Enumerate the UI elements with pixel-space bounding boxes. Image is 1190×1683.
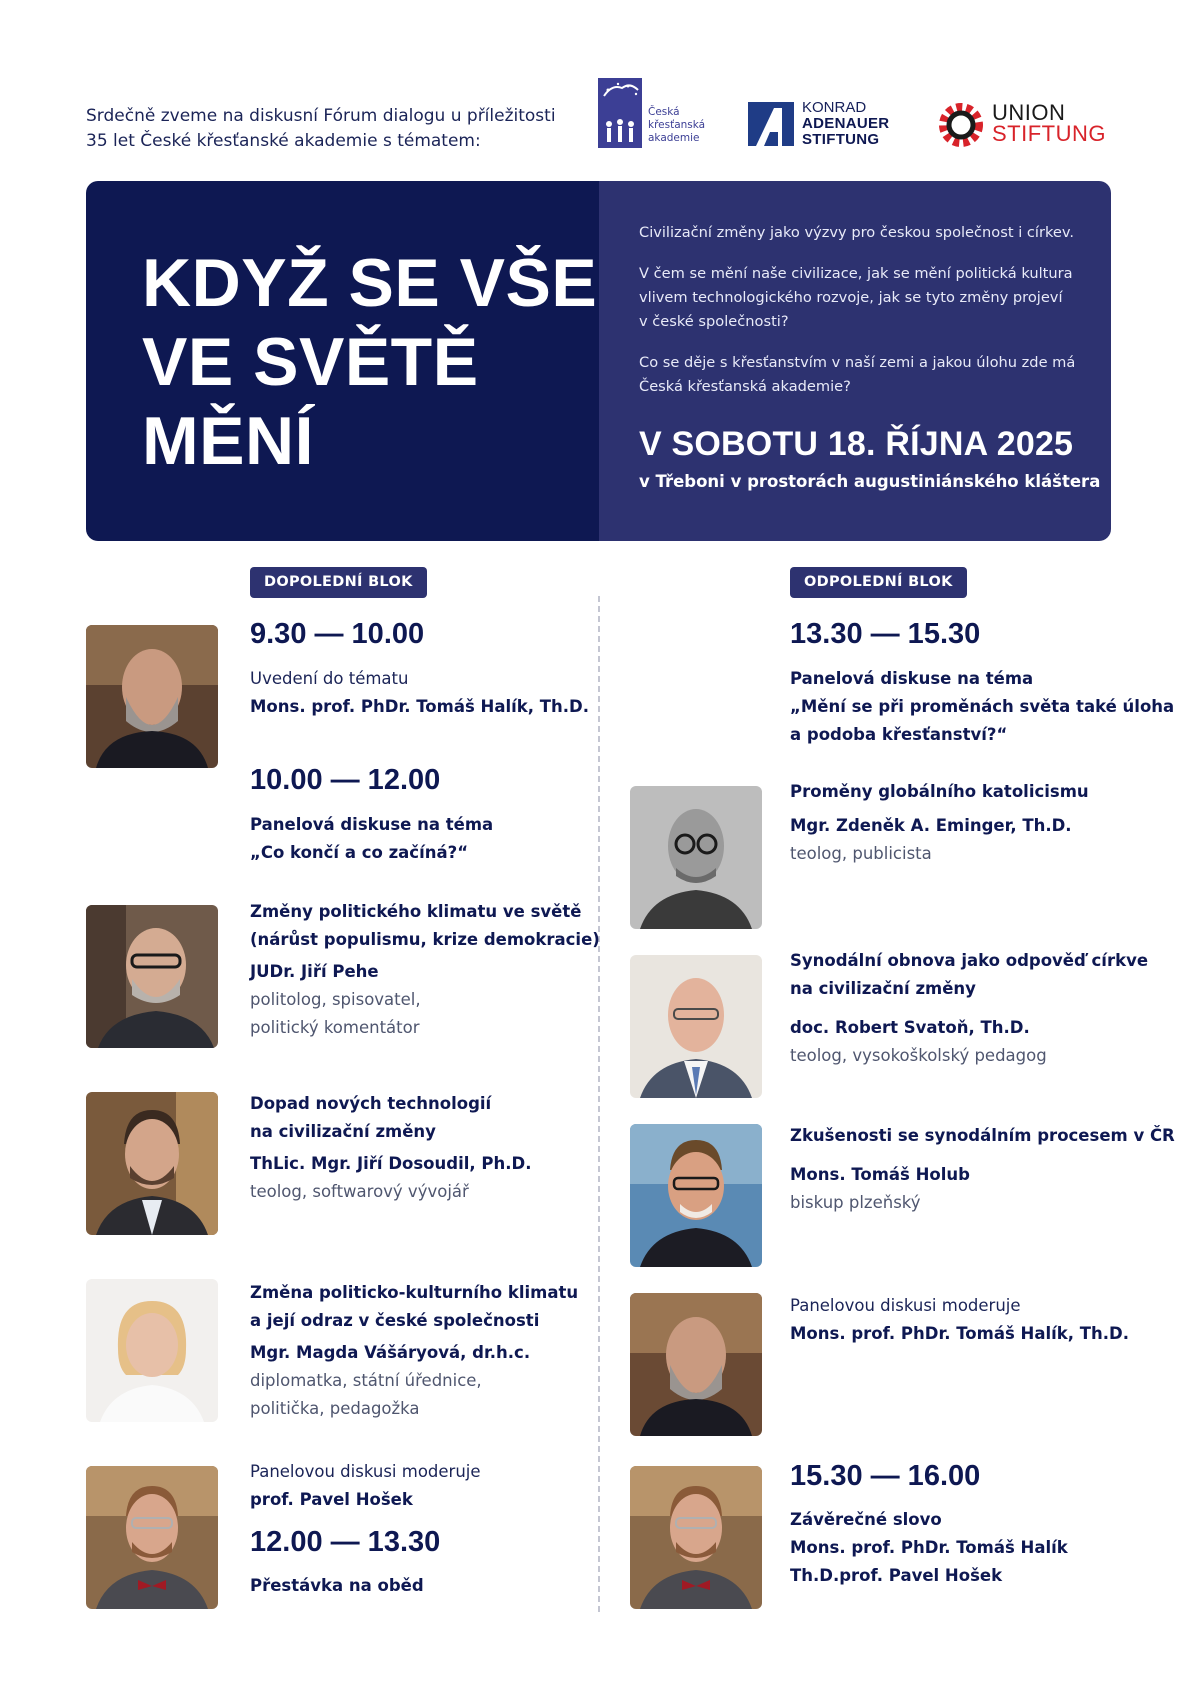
portrait-hosek-icon — [86, 1466, 218, 1609]
afternoon-session-2-time: 15.30 — 16.00 — [790, 1460, 981, 1492]
hero-intro: Civilizační změny jako výzvy pro českou společnost i církev. — [639, 224, 1075, 241]
morning-session-2-time: 10.00 — 12.00 — [250, 764, 441, 796]
afternoon-block-badge: ODPOLEDNÍ BLOK — [790, 567, 967, 598]
afternoon-closing-words: Závěrečné slovo Mons. prof. PhDr. Tomáš Halík Th.D.prof. Pavel Hošek — [790, 1510, 1068, 1585]
portrait-holub-icon — [630, 1124, 762, 1267]
speaker-photo-pehe — [86, 905, 218, 1048]
union-gear-icon — [936, 100, 986, 150]
invitation-text — [86, 104, 556, 154]
morning-block-badge: DOPOLEDNÍ BLOK — [250, 567, 427, 598]
portrait-halik-icon — [86, 625, 218, 768]
invitation-line-1: Srdečně zveme na diskusní Fórum dialogu u příležitosti — [86, 106, 556, 126]
afternoon-moderator-name: Mons. prof. PhDr. Tomáš Halík, Th.D. — [790, 1324, 1130, 1343]
union-logo-text: UNION STIFTUNG — [992, 100, 1106, 146]
morning-panel-1-title: Změny politického klimatu ve světě (nárůst populismu, krize demokracie) — [250, 902, 600, 949]
speaker-photo-eminger — [630, 786, 762, 929]
portrait-hosek-closing-icon — [630, 1466, 762, 1609]
afternoon-panel-3-title: Zkušenosti se synodálním procesem v ČR — [790, 1126, 1175, 1145]
morning-panel-2-title: Dopad nových technologií na civilizační změny — [250, 1094, 492, 1141]
afternoon-panel-2-speaker: doc. Robert Svatoň, Th.D. — [790, 1018, 1030, 1037]
afternoon-panel-2-title: Synodální obnova jako odpověď církve na civilizační změny — [790, 951, 1149, 998]
moderator-photo-halik — [630, 1293, 762, 1436]
speaker-photo-holub — [630, 1124, 762, 1267]
column-divider — [598, 596, 600, 1612]
cka-logo-text: Česká křesťanská akademie — [648, 106, 706, 144]
ceska-krestanska-akademie-logo — [598, 78, 716, 148]
morning-panel-2-role: teolog, softwarový vývojář — [250, 1182, 469, 1201]
portrait-halik-moderator-icon — [630, 1293, 762, 1436]
portrait-svaton-icon — [630, 955, 762, 1098]
speaker-photo-svaton — [630, 955, 762, 1098]
morning-panel-2-speaker: ThLic. Mgr. Jiří Dosoudil, Ph.D. — [250, 1154, 532, 1173]
kas-logo-text: KONRAD ADENAUER STIFTUNG — [802, 99, 890, 148]
afternoon-panel-1-title: Proměny globálního katolicismu — [790, 782, 1089, 801]
morning-panel-1-speaker: JUDr. Jiří Pehe — [250, 962, 379, 981]
cka-logo-mark — [598, 78, 642, 148]
portrait-eminger-icon — [630, 786, 762, 929]
afternoon-panel-2-role: teolog, vysokoškolský pedagog — [790, 1046, 1047, 1065]
event-place: v Třeboni v prostorách augustiniánského kláštera — [639, 472, 1101, 491]
afternoon-moderator-label: Panelovou diskusi moderuje — [790, 1296, 1021, 1315]
morning-session-2-topic: „Co končí a co začíná?“ — [250, 843, 469, 862]
morning-session-3-time: 12.00 — 13.30 — [250, 1526, 441, 1558]
morning-panel-3-speaker: Mgr. Magda Vášáryová, dr.h.c. — [250, 1343, 531, 1362]
portrait-pehe-icon — [86, 905, 218, 1048]
speaker-photo-hosek — [86, 1466, 218, 1609]
morning-moderator-label: Panelovou diskusi moderuje — [250, 1462, 481, 1481]
morning-session-1-time: 9.30 — 10.00 — [250, 618, 425, 650]
morning-session-1-title: Uvedení do tématu — [250, 669, 409, 688]
afternoon-panel-1-role: teolog, publicista — [790, 844, 932, 863]
morning-session-2-label: Panelová diskuse na téma — [250, 815, 494, 834]
invitation-line-2: 35 let České křesťanské akademie s tématem: — [86, 131, 481, 151]
cka-figures-icon — [598, 78, 642, 148]
morning-moderator-name: prof. Pavel Hošek — [250, 1490, 413, 1509]
morning-session-1-speaker: Mons. prof. PhDr. Tomáš Halík, Th.D. — [250, 697, 590, 716]
union-stiftung-logo — [936, 100, 1116, 150]
speaker-photo-vasaryova — [86, 1279, 218, 1422]
morning-panel-1-role: politolog, spisovatel, politický komentátor — [250, 990, 421, 1037]
afternoon-panel-1-speaker: Mgr. Zdeněk A. Eminger, Th.D. — [790, 816, 1072, 835]
speaker-photo-dosoudil — [86, 1092, 218, 1235]
hero-info-panel — [599, 181, 1111, 541]
portrait-vasaryova-icon — [86, 1279, 218, 1422]
morning-panel-3-role: diplomatka, státní úřednice, politička, pedagožka — [250, 1371, 482, 1418]
portrait-dosoudil-icon — [86, 1092, 218, 1235]
morning-panel-3-title: Změna politicko-kulturního klimatu a její odraz v české společnosti — [250, 1283, 579, 1330]
kas-logo-mark — [748, 102, 794, 146]
afternoon-panel-3-speaker: Mons. Tomáš Holub — [790, 1165, 970, 1184]
afternoon-session-1-topic: Panelová diskuse na téma „Mění se při proměnách světa také úloha a podoba křesťanství?“ — [790, 669, 1175, 744]
event-date: V SOBOTU 18. ŘÍJNA 2025 — [639, 425, 1074, 463]
konrad-adenauer-stiftung-logo — [748, 100, 908, 150]
afternoon-session-1-time: 13.30 — 15.30 — [790, 618, 981, 650]
morning-session-3-title: Přestávka na oběd — [250, 1576, 424, 1595]
event-title: KDYŽ SE VŠE VE SVĚTĚ MĚNÍ — [142, 245, 598, 479]
afternoon-panel-3-role: biskup plzeňský — [790, 1193, 921, 1212]
speaker-photo-halik — [86, 625, 218, 768]
hero-question-2: Co se děje s křesťanstvím v naší zemi a jakou úlohu zde má Česká křesťanská akademie? — [639, 354, 1076, 395]
speaker-photo-hosek-closing — [630, 1466, 762, 1609]
hero-title-panel — [86, 181, 599, 541]
hero-question-1: V čem se mění naše civilizace, jak se mění politická kultura vlivem technologického rozvoje, jak se tyto změny projeví v české společnosti? — [639, 265, 1073, 330]
